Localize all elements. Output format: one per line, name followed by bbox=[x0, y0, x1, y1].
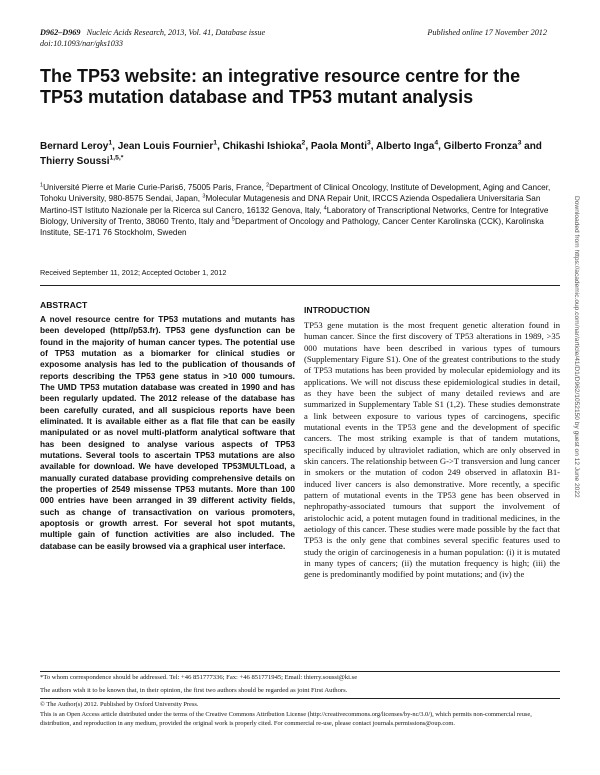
copyright-block bbox=[40, 700, 560, 729]
author: Paola Monti$^3$, bbox=[310, 139, 376, 152]
abstract-text: A novel resource centre for TP53 mutations and mutants has been developed (http//p53.fr). TP53 gene dysfunction can be found in the majority of human cancer types. The potential use of TP53 mutation as a biomarker for clinical studies or exposome analysis has led to the publication of thousands of reports describing the TP53 gene status in >10 000 tumours. The UMD TP53 mutation database was created in 1990 and has been regularly updated. The 2012 release of the database has been carefully curated, and all suspicious reports have been eliminated. It is available either as a flat file that can be easily manipulated or as novel multi-platform analytical software that has been designed to analyse various aspects of TP53 mutations. Several tools to ascertain TP53 mutations are also available for download. We have developed TP53MULTLoad, a manually curated database providing comprehensive details on the properties of 2549 missense TP53 mutants. More than 100 000 entries have been arranged in 39 different activity fields, such as change of transactivation on various promoters, apoptosis or growth arrest. For several hot spot mutants, multiple gain of function activities are also included. The database can be easily browsed via a graphical user interface. bbox=[40, 314, 295, 551]
affiliation: Department of Clinical Oncology, Institute of Development, Aging and Cancer, Tohoku University, 980-8575 Sendai, Japan, bbox=[40, 183, 551, 204]
affiliation: Department of Oncology and Pathology, Cancer Center Karolinska (CCK), Karolinska Institute, SE-171 76 Stockholm, Sweden bbox=[40, 216, 544, 238]
page-range: D962–D969 bbox=[40, 28, 81, 37]
footnote-divider bbox=[40, 671, 560, 672]
affiliation: Molecular Mutagenesis and DNA Repair Unit, IRCCS Azienda Ospedaliera Universitaria San Martino-IST Istituto Nazionale per la Ricerca sul Cancro, 16132 Genova, Italy, bbox=[40, 194, 541, 215]
author-list bbox=[40, 140, 560, 169]
copyright-line: © The Author(s) 2012. Published by Oxford University Press. bbox=[40, 701, 199, 708]
license-text: This is an Open Access article distributed under the terms of the Creative Commons Attribution License (http://creativecommons.org/licenses/by-nc/3.0/), which permits non-commercial reuse, distribution, and reproduction in any medium, provided the original work is properly cited. For commercial re-use, please contact journals.permissions@oup.com. bbox=[40, 710, 532, 728]
received-accepted-dates: Received September 11, 2012; Accepted October 1, 2012 bbox=[40, 268, 227, 277]
correspondence-footnote: *To whom correspondence should be addressed. Tel: +46 851777336; Fax: +46 851771945; Email: thierry.soussi@ki.se bbox=[40, 674, 358, 681]
journal-citation: Nucleic Acids Research, 2013, Vol. 41, Database issue bbox=[86, 28, 266, 37]
introduction-text: TP53 gene mutation is the most frequent genetic alteration found in human cancer. Since the first discovery of TP53 alterations in 1989, >35 000 mutations have been described in various types of tumours (Supplementary Figure S1). One of the greatest contributions to the study of TP53 mutations has been provided by molecular epidemiology and its applications. We will not discuss these epidemiological studies in detail, as they have been the subject of many detailed reviews and are summarized in Supplementary Table S1 (1,2). These studies demonstrate a link between exposure to various types of carcinogens, specific mutational events in the TP53 gene and the development of specific cancers. The most striking example is that of tandem mutations, specifically induced by ultraviolet radiation, which are only observed in skin cancers. The relationship between G->T transversion and lung cancer in smokers or the mutation of codon 249 observed in aflatoxin B1-induced liver cancers is also demonstrative. More recently, a specific pattern of mutational events in the TP53 gene has been observed in nephropathy-associated tumours that support the involvement of aristolochic acid, a potent mutagen found in traditional medicines, in the aetiology of this cancer. These studies were made possible by the fact that TP53 is the only gene that combines several specific features used to study the origin of carcinogenesis in a human population: (i) it is mutated in many types of cancers; (ii) the mutation frequency is high; (iii) the gene is predominantly modified by point mutations; and (iv) the bbox=[304, 320, 560, 580]
introduction-heading: INTRODUCTION bbox=[304, 305, 370, 315]
abstract-heading: ABSTRACT bbox=[40, 300, 88, 310]
author: Gilberto Fronza$^3$ and bbox=[443, 139, 542, 152]
author: Thierry Soussi$^{1,5,*}$ bbox=[40, 154, 124, 167]
doi: doi:10.1093/nar/gks1033 bbox=[40, 39, 124, 48]
article-title: The TP53 website: an integrative resource centre for the TP53 mutation database and TP53 mutant analysis bbox=[40, 66, 521, 107]
author: Bernard Leroy$^1$, bbox=[40, 139, 118, 152]
affiliations: $^1$Université Pierre et Marie Curie-Paris6, 75005 Paris, France, $^2$Department of Clinical Oncology, Institute of Development, Aging and Cancer, Tohoku University, 980-8575 Sendai, Japan, $^3$Molecular Mutagenesis and DNA Repair Unit, IRCCS Azienda Ospedaliera Universitaria San Martino-IST Istituto Nazionale per la Ricerca sul Cancro, 16132 Genova, Italy, $^4$Laboratory of Transcriptional Networks, Centre for Integrative Biology, University of Trento, 38060 Trento, Italy and $^5$Department of Oncology and Pathology, Cancer Center Karolinska (CCK), Karolinska Institute, SE-171 76 Stockholm, Sweden bbox=[40, 182, 551, 238]
section-divider bbox=[40, 285, 560, 286]
download-watermark: Downloaded from https://academic.oup.com/nar/article/41/D1/D962/1052150 by guest on 12 June 2022 bbox=[573, 196, 580, 498]
copyright-divider bbox=[40, 698, 560, 699]
affiliation: Université Pierre et Marie Curie-Paris6, 75005 Paris, France, bbox=[43, 183, 267, 192]
published-date: Published online 17 November 2012 bbox=[427, 28, 547, 37]
joint-authorship-footnote: The authors wish it to be known that, in their opinion, the first two authors should be regarded as joint First Authors. bbox=[40, 687, 348, 694]
running-header-left bbox=[40, 27, 265, 49]
author: Alberto Inga$^4$, bbox=[375, 139, 444, 152]
affiliation: Laboratory of Transcriptional Networks, Centre for Integrative Biology, University of Trento, 38060 Trento, Italy and bbox=[40, 205, 549, 226]
author: Jean Louis Fournier$^1$, bbox=[117, 139, 223, 152]
author: Chikashi Ishioka$^2$, bbox=[222, 139, 311, 152]
